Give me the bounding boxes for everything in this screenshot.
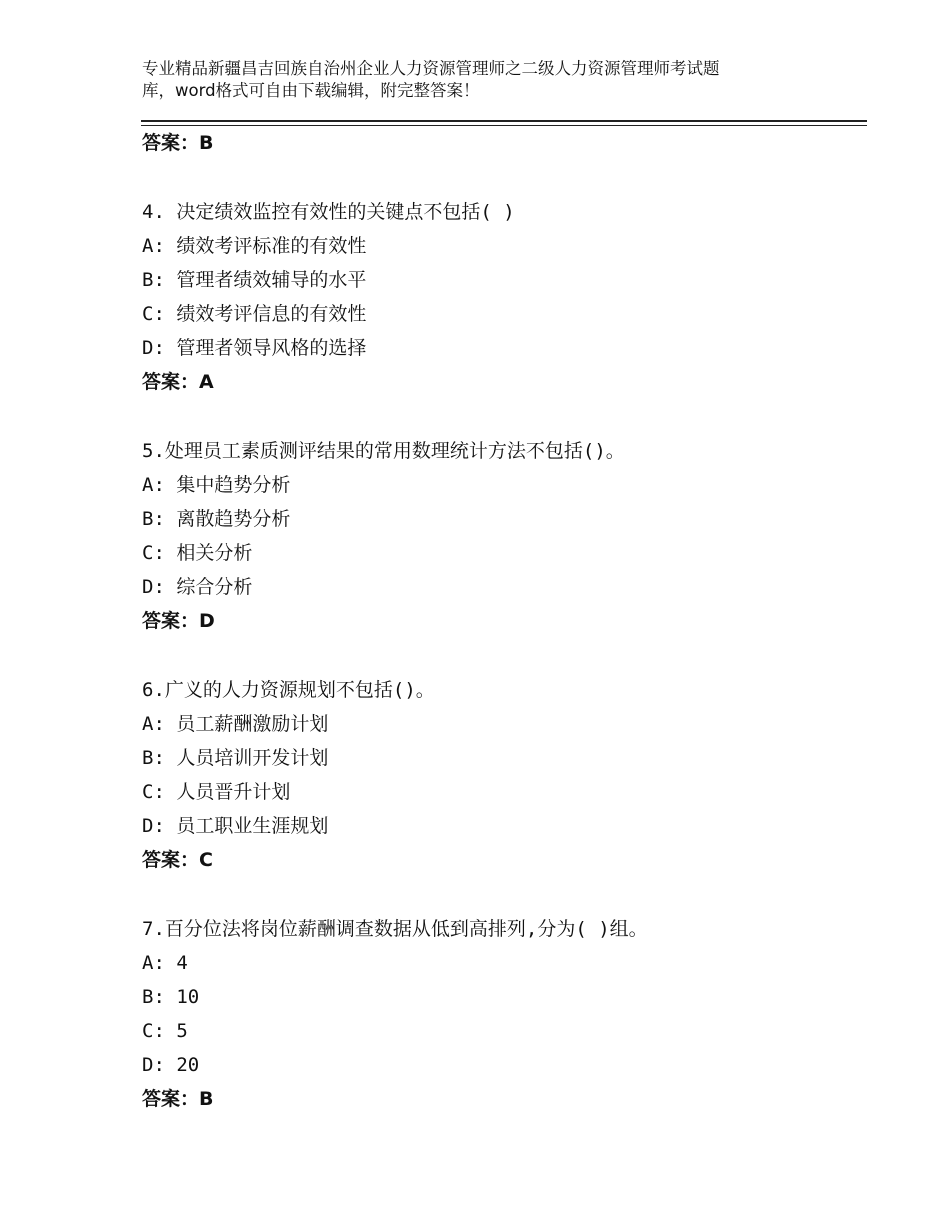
option-d: D: 20 xyxy=(142,1054,200,1076)
question-stem: 5.处理员工素质测评结果的常用数理统计方法不包括()。 xyxy=(142,440,625,462)
option-c: C: 相关分析 xyxy=(142,542,253,564)
option-d: D: 管理者领导风格的选择 xyxy=(142,337,367,359)
question-stem: 4. 决定绩效监控有效性的关键点不包括( ) xyxy=(142,201,515,223)
header-rule-thin xyxy=(141,125,867,126)
question-answer: 答案：A xyxy=(142,371,214,393)
option-c: C: 5 xyxy=(142,1020,188,1042)
header-title-line-1: 专业精品新疆昌吉回族自治州企业人力资源管理师之二级人力资源管理师考试题 xyxy=(142,59,720,78)
question-6 xyxy=(142,673,862,877)
question-answer: 答案：C xyxy=(142,849,213,871)
question-stem: 7.百分位法将岗位薪酬调查数据从低到高排列,分为( )组。 xyxy=(142,918,648,940)
question-7 xyxy=(142,912,862,1116)
question-answer: 答案：D xyxy=(142,610,215,632)
option-a: A: 4 xyxy=(142,952,188,974)
option-d: D: 员工职业生涯规划 xyxy=(142,815,329,837)
option-b: B: 离散趋势分析 xyxy=(142,508,291,530)
option-a: A: 员工薪酬激励计划 xyxy=(142,713,329,735)
option-a: A: 集中趋势分析 xyxy=(142,474,291,496)
option-c: C: 人员晋升计划 xyxy=(142,781,291,803)
option-b: B: 人员培训开发计划 xyxy=(142,747,329,769)
previous-answer: 答案：B xyxy=(142,132,214,154)
option-d: D: 综合分析 xyxy=(142,576,253,598)
header-title-line-2: 库，word格式可自由下载编辑，附完整答案！ xyxy=(142,81,480,100)
header-rule-thick xyxy=(141,120,867,122)
document-header xyxy=(142,58,832,102)
question-stem: 6.广义的人力资源规划不包括()。 xyxy=(142,679,435,701)
question-4 xyxy=(142,195,862,399)
option-b: B: 10 xyxy=(142,986,200,1008)
option-a: A: 绩效考评标准的有效性 xyxy=(142,235,367,257)
question-5 xyxy=(142,434,862,638)
option-c: C: 绩效考评信息的有效性 xyxy=(142,303,367,325)
question-answer: 答案：B xyxy=(142,1088,214,1110)
option-b: B: 管理者绩效辅导的水平 xyxy=(142,269,367,291)
